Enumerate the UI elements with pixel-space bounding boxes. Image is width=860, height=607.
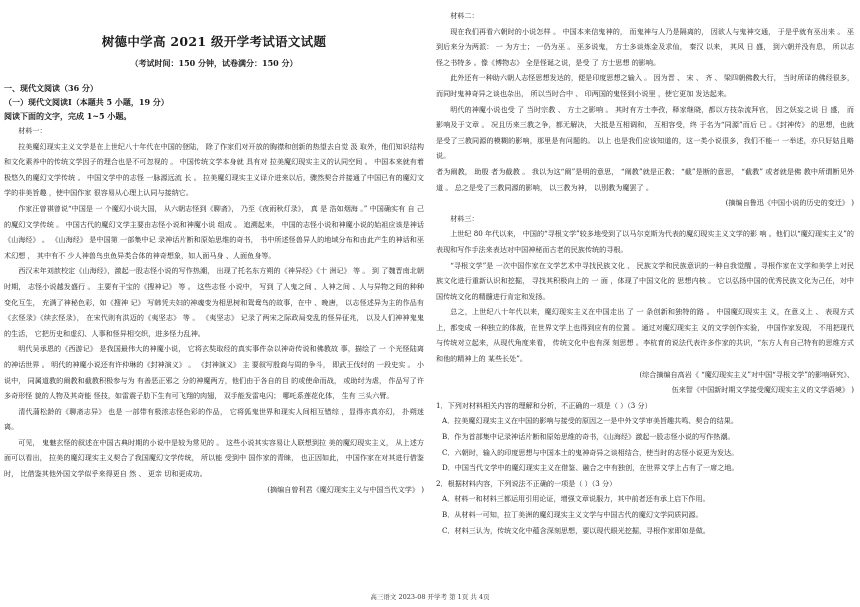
question-option: C．六朝时，输入的印度思想与中国本土的鬼神奇异之谈相结合，使当时的志怪小说更为发达。 [442,447,739,457]
question-option: B．从材料一可知，拉丁美洲的魔幻现实主义文学与中国古代的魔幻文学同质同源。 [442,510,703,519]
paragraph: 上世纪 80 年代以来， 中国的“寻根文学”较多地受到了以马尔克斯为代表的魔幻现实主义文学的影 响 。他们以“魔幻现实主义”的表现和写作手法来表达对中国神秘而古老的民族传统的寻根。 [436,229,854,254]
question-option: D．中国当代文学中的魔幻现实主义在借鉴、融合之中有独创，在世界文学上占有了一席之地。 [442,463,739,473]
paragraph: 明代的神魔小说也受 了 当时宗教 、 方士之影响 。 其时有方士李孜，释家继晓，都以方技杂流拜官， 因之妖妄之说 日 盛， 而影响及于文章 。 况且历来三教之争，都无解决， 大抵是互相调和， 互相容受，终 于名为“同源”而后 已 。《封神传》 的思想，也就是受了三教同源的模糊的影响，那里是有问题的。 以上 也是我们应该知道的，这一类小说很多，我们不能一 一举述，亦只好姑且略说。 [436,104,854,161]
paragraph: “寻根文学”是 一次中国作家在文学艺术中寻找民族文化 、 民族文学和民族意识的一种自我觉醒 。寻根作家在文学和美学上对民族文化进行重新认识和挖掘， 寻找其积极向上的 一 面 ，体现了中国文化的 思想内核 。 它以弘扬中国的优秀民族文化为己任，对中国传统文化的精髓进行肯定和发扬。 [436,260,854,301]
question-option: B．作为首部集中记录神话片断和原始思维的奇书，《山海经》激起一股志怪小说的写作热潮。 [442,432,735,442]
source-citation: 伍来智《中国新时期文学接受魔幻现实主义的文学语境》 ) [671,385,854,395]
paragraph: 拉美魔幻现实主义文学是在上世纪八十年代在中国的登陆， 除了作家们对开放的胸襟和创新的热望去自觉 汲 取外，他们知识结构和文化素养中的传统文学因子的理合也是不可忽视的 。 中国传统文学本身就 具有对 拉美魔幻现实主义的认同空间 。 中国本来就有着极悠久的魔幻文学传统 。 中国文学中的志怪 一脉源远流 长 。 拉美魔幻现实主义译介进来以后，骤然契合并接通了中国已有的魔幻文学的非美旨趣 ，使中国作家 很容易从心理上认同与接纳它。 [4,141,424,198]
page-footer: 高三语文 2023-08 开学考 第 1页 共 4页 [370,593,490,601]
exam-subtitle: （考试时间：150 分钟，试卷满分：150 分） [130,58,298,68]
question-2: 2．根据材料内容，下列说法不正确的一项是（ ）（3 分） [436,478,617,488]
material-label: 材料三： [450,213,479,223]
right-column [436,8,854,538]
question-option: A．拉美魔幻现实主义在中国的影响与接受的原因之一是中外文学审美旨趣共鸣、契合的结果。 [442,416,738,426]
section-heading: 一、现代文阅读（36 分） [4,83,98,93]
paragraph: 现在我们再看六朝时的小说怎样 。 中国本来信鬼神的， 而鬼神与人乃是隔离的， 因欲人与鬼神交通， 于是乎就有巫出来 。 巫到后来分为两派： 一 为方士； 一仍为巫 。 巫多说鬼， 方士多谈炼金及求仙， 秦汉 以来， 其风 日 盛， 到六朝并没有息， 所以志怪之书特多 。像《博物志》 全是怪诞之说，是受 了 方士思想 的影响。 [436,26,854,67]
subsection-heading: （一）现代文阅读Ⅰ（本题共 5 小题，19 分） [4,97,169,107]
paragraph: 明代吴承恩的《西游记》 是我国最伟大的神魔小说， 它将玄奘取经的真实事件杂以神奇传说和佛教故 事，描绘了 一 个光怪陆离的神话世界 。 明代的神魔小说还有许仲琳的《封神演义》 。 《封神演义》 主 要叙写殷商与周的争斗， 即武王伐纣的 一段史实 。 小说中， 同属道教的阐教和截教积极参与为 有善恶正邪之 分的神魔两方，他们由于各自的目 的或使命而战， 或助纣为虐， 作品写了许多奇形怪 貌的人物及其奇能 怪技，如雷震子肋下生有可飞翔的肉翅， 双手能发雷电闪； 哪吒系莲花化体， 生有 三头六臂。 [4,344,424,401]
paragraph: 可见， 鬼魅玄怪的叙述在中国古典时期的小说中是较为常见的 。 这些小说其实容易让人联想到拉 美的魔幻现实主义， 从上述方面可以看出， 拉美的魔幻现实主义契合了我国魔幻文学传统， 所以能 受到中 国作家的青睐， 也正因如此， 中国作家在对其进行借鉴时， 比借鉴其他外国文学似乎来得更自 然 、 更亲 切和更成功。 [4,437,424,479]
paragraph: 清代蒲松龄的《聊斋志异》 也是 一部带有极浓志怪色彩的作品， 它将狐鬼世界和现实人间相互错综 ，显得亦真亦幻， 扑朔迷离。 [4,406,424,432]
paragraph: 者为阐教， 助殷 者为截教 。 我以为这“阐”是明的意思， “阐教”就是正教； “截”是断的意思， “截教” 或者就是佛 教中所谓断见外道 。 总之是受了三教同源的影响， 以三教为神， 以别教为魔罢了 。 [436,166,854,192]
question-1: 1．下列对材料相关内容的理解和分析，不正确的一项是（ ）（3 分） [436,400,652,410]
source-citation: (摘编自曾利君《魔幻现实主义与中国当代文学》 ) [267,484,424,494]
question-option: A．材料一和材料三都运用引用论证，增强文章说服力，其中前者还有承上启下作用。 [442,494,710,504]
material-label: 材料一： [18,126,47,135]
paragraph: 此外还有一种助六朝人志怪思想发达的，便是印度思想之输入 。 因为晋 、 宋 、 齐 、 梁四朝佛教大行， 当时所译的佛经很多， 而同时鬼神奇异之谈也杂出， 所以当时合中 、 印两国的鬼怪到小说里 ，使它更加 发达起来。 [436,73,854,98]
paragraph: 西汉末年刘歆校定《山海经》，激起一股志怪小说的写作热潮， 出现了托名东方朔的《神异经》《十 洲记》 等 。 到 了魏晋南北朝时期， 志怪小说越发盛行 。 主要有干宝的《搜神记》 等 。 这些志怪 小说中， 写到 了人鬼之间 、人神之间 、人与异物之间的种种变化互生， 充满了神秘色彩，如《搜神 记》 写韩凭夫妇的神魂变为相思树和鸳鸯鸟的故事，在中 、晚唐， 以志怪述异为主的作品有《玄怪录》《续玄怪录》， 在宋代则有洪迈的《夷坚志》 等 。 《夷坚志》 记录了两宋之际政局变乱的怪异征兆， 以及人们神神鬼鬼 的生活， 它把历史和虚幻、人事和怪异相交织，进多怪力乱神。 [4,266,424,338]
source-citation: (摘编自鲁迅《中国小说的历史的变迁》 ) [725,198,854,208]
paragraph: 总之，上世纪八十年代以来，魔幻现实主义在中国走出 了 一 条创新和独特的路 。 中国魔幻现实主 义，在意义上 、 表现方式上，都变成 一种独立的体裁，在世界文学上也得到应有的位置 。 通过对魔幻现实主 义的文学创作实验， 中国作家发现， 不用把现代与传统对立起来，从现代角度来看， 传统文化中也有深 刻思想 。李杭育的说法代表许多作家的共识，“东方人有自己特有的思维方式和他的精神上的 某些长处”。 [436,307,854,364]
question-option: C．材料三认为，传统文化中蕴含深刻思想，要以现代眼光挖掘，寻根作家即如是做。 [442,525,710,535]
source-citation: (综合摘编自高岩《 “魔幻现实主义”对中国“寻根文学”的影响研究》、 [639,369,854,379]
exam-title: 树德中学高 2021 级开学考试语文试题 [101,34,327,49]
left-column [4,0,424,497]
material-label: 材料二： [450,11,479,20]
instruction: 阅读下面的文字，完成 1~5 小题。 [4,111,132,121]
paragraph: 作家汪曾祺曾说“中国是 一 个魔幻小说大国， 从六朝志怪到《聊斋》， 乃至《夜雨秋灯录》， 真 是 浩如烟海 。” 中国确实有 自 己的魔幻文学传统 。 中国古代的魔幻文学主要由志怪小说和神魔小说 组成 。 追溯起来， 中国的志怪小说和神魔小说的始祖应该是神话《山海经》 。 《山海经》 是中国第 一部集中记 录神话片断和原始思维的奇书， 书中所述怪兽异人的地域分布和由此产生的神话和巫术幻想 ， 其中有不 少人神兽鸟虫鱼异类合体的神奇想象，如人面马身 、人面鱼身等。 [4,203,424,260]
